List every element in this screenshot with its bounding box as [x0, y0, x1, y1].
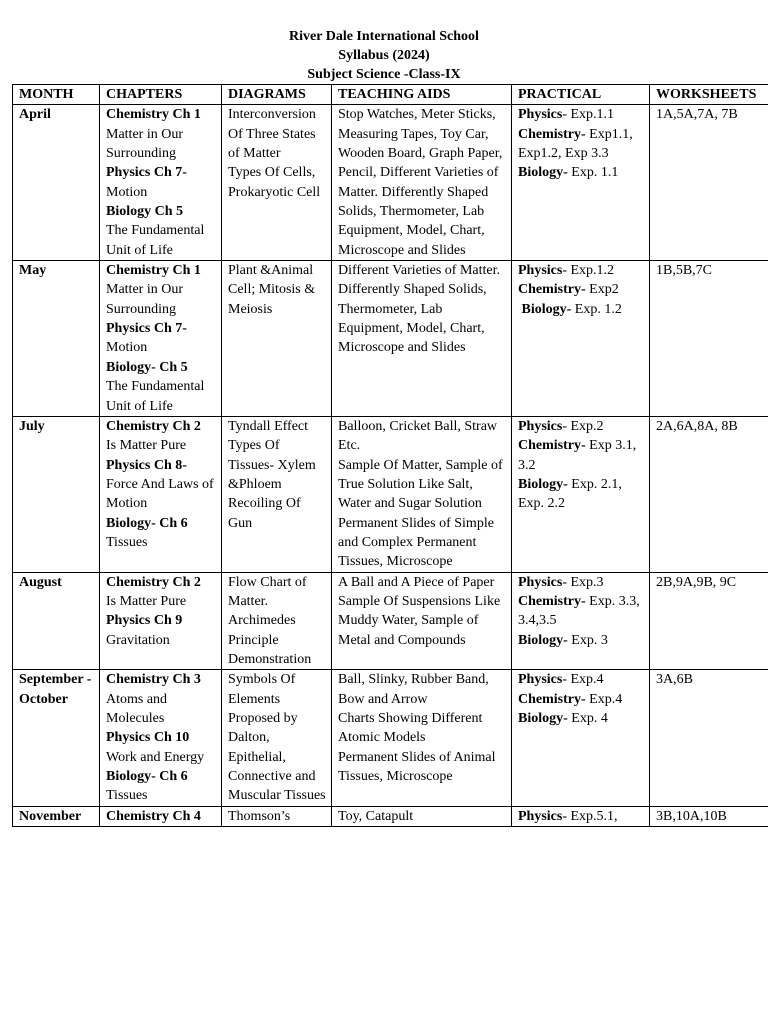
practical-item	[518, 105, 646, 124]
practical-subject: Biology-	[518, 632, 568, 648]
cell-practical	[512, 670, 650, 806]
table-row	[13, 261, 768, 417]
cell-month: April	[13, 105, 100, 261]
syllabus-title: Syllabus (2024)	[338, 48, 430, 63]
diagram-item: Plant &Animal Cell; Mitosis & Meiosis	[228, 263, 319, 317]
practical-experiments: Exp. 4	[567, 711, 608, 726]
cell-worksheets: 2B,9A,9B, 9C	[650, 572, 768, 670]
chapter-line	[106, 417, 218, 436]
chapter-line	[106, 456, 218, 475]
chapter-line	[106, 261, 218, 280]
chapter-title: Work and Energy	[106, 749, 205, 765]
chapter-title: The Fundamental Unit of Life	[106, 379, 208, 414]
teaching-aid-item: Different Varieties of Matter. Differently Shaped Solids, Thermometer, Lab Equipment, Model, Chart, Microscope and Slides	[338, 263, 504, 356]
cell-chapters	[100, 105, 222, 261]
practical-item	[518, 417, 646, 436]
chapter-line	[106, 533, 218, 552]
teaching-aid-item: Sample Of Suspensions Like Muddy Water, Sample of Metal and Compounds	[338, 593, 504, 648]
column-header-practical: PRACTICAL	[512, 85, 650, 105]
cell-month: May	[13, 261, 100, 417]
practical-experiments: Exp. 2.1, Exp. 2.2	[518, 476, 626, 512]
document-header	[0, 27, 768, 84]
cell-diagrams	[222, 416, 332, 572]
table-header-row	[13, 85, 768, 105]
table-row	[13, 806, 768, 826]
teaching-aid-item: Toy, Catapult	[338, 808, 414, 824]
practical-subject: Physics	[518, 672, 563, 688]
chapter-line	[106, 475, 218, 514]
practical-item	[518, 163, 646, 182]
cell-month: July	[13, 416, 100, 572]
chapter-line	[106, 807, 218, 826]
chapter-line	[106, 670, 218, 689]
diagram-item: Recoiling Of Gun	[228, 496, 305, 531]
chapter-line	[106, 611, 218, 630]
table-row	[13, 416, 768, 572]
practical-item	[518, 690, 646, 709]
cell-chapters	[100, 572, 222, 670]
teaching-aid-item: Stop Watches, Meter Sticks, Measuring Tapes, Toy Car, Wooden Board, Graph Paper, Pencil, Different Varieties of Matter. Differently Shaped Solids, Thermometer, Lab Equipment, Model, Chart, Microscope and Slides	[338, 107, 506, 258]
practical-subject: Chemistry-	[518, 691, 586, 707]
diagram-item: Flow Chart of Matter.	[228, 574, 311, 609]
practical-experiments: - Exp.4	[562, 672, 604, 688]
chapter-line	[106, 573, 218, 592]
practical-experiments: Exp. 1.1	[567, 165, 619, 181]
practical-subject: Biology-	[518, 301, 572, 317]
syllabus-table	[12, 84, 768, 827]
cell-worksheets: 3A,6B	[650, 670, 768, 806]
cell-diagrams	[222, 806, 332, 826]
chapter-title: Matter in Our Surrounding	[106, 282, 187, 317]
chapter-line	[106, 221, 218, 260]
chapter-heading: Physics Ch 10	[106, 730, 190, 746]
cell-diagrams	[222, 261, 332, 417]
chapter-line	[106, 631, 218, 650]
teaching-aid-item: Ball, Slinky, Rubber Band, Bow and Arrow	[338, 672, 493, 707]
practical-subject: Biology-	[518, 476, 568, 492]
practical-item	[518, 300, 646, 319]
table-row	[13, 105, 768, 261]
chapter-title: Is Matter Pure	[106, 438, 187, 454]
column-header-worksheets: WORKSHEETS	[650, 85, 768, 105]
cell-teaching-aids	[332, 416, 512, 572]
practical-experiments: Exp. 3.3, 3.4,3.5	[518, 593, 644, 629]
column-header-diagrams: DIAGRAMS	[222, 85, 332, 105]
cell-month: November	[13, 806, 100, 826]
practical-item	[518, 631, 646, 650]
practical-experiments: Exp. 1.2	[571, 301, 622, 317]
practical-experiments: - Exp.5.1,	[562, 808, 618, 824]
practical-experiments: Exp 3.1, 3.2	[518, 438, 640, 473]
cell-practical	[512, 806, 650, 826]
cell-teaching-aids	[332, 105, 512, 261]
diagram-item: Tyndall Effect	[228, 418, 309, 434]
chapter-heading: Physics Ch 8-	[106, 457, 187, 473]
practical-item	[518, 261, 646, 280]
chapter-title: Tissues	[106, 534, 148, 550]
cell-teaching-aids	[332, 261, 512, 417]
practical-experiments: Exp2	[585, 282, 619, 298]
cell-month: September -October	[13, 670, 100, 806]
cell-chapters	[100, 806, 222, 826]
practical-subject: Physics	[518, 418, 563, 434]
diagram-item: Archimedes Principle Demonstration	[228, 613, 312, 667]
practical-experiments: - Exp.2	[562, 418, 604, 434]
cell-diagrams	[222, 572, 332, 670]
diagram-item: Types Of Tissues- Xylem &Phloem	[228, 438, 320, 492]
teaching-aid-item: Permanent Slides of Simple and Complex Permanent Tissues, Microscope	[338, 515, 498, 570]
chapter-line	[106, 358, 218, 377]
chapter-title: Force And Laws of Motion	[106, 476, 218, 512]
practical-subject: Physics	[518, 107, 563, 123]
practical-subject: Chemistry-	[518, 438, 586, 454]
practical-experiments: Exp1.1, Exp1.2, Exp 3.3	[518, 126, 637, 162]
practical-subject: Physics	[518, 808, 563, 824]
cell-diagrams	[222, 670, 332, 806]
practical-item	[518, 436, 646, 475]
diagram-item: Thomson’s	[228, 808, 291, 824]
chapter-heading: Biology- Ch 5	[106, 359, 188, 375]
chapter-line	[106, 690, 218, 729]
practical-subject: Chemistry-	[518, 593, 586, 609]
table-row	[13, 572, 768, 670]
practical-subject: Chemistry-	[518, 282, 586, 298]
chapter-title: Is Matter Pure	[106, 593, 187, 609]
chapter-line	[106, 280, 218, 319]
cell-chapters	[100, 670, 222, 806]
chapter-line	[106, 183, 218, 202]
chapter-line	[106, 105, 218, 124]
cell-practical	[512, 105, 650, 261]
practical-experiments: - Exp.1.1	[562, 107, 615, 123]
chapter-heading: Chemistry Ch 1	[106, 107, 201, 123]
teaching-aid-item: A Ball and A Piece of Paper	[338, 574, 495, 590]
table-row	[13, 670, 768, 806]
teaching-aid-item: Permanent Slides of Animal Tissues, Microscope	[338, 749, 499, 785]
practical-subject: Biology-	[518, 165, 568, 181]
column-header-chapters: CHAPTERS	[100, 85, 222, 105]
teaching-aid-item: Charts Showing Different Atomic Models	[338, 711, 486, 746]
diagram-item: Epithelial, Connective and Muscular Tissues	[228, 749, 326, 804]
chapter-line	[106, 436, 218, 455]
chapter-line	[106, 728, 218, 747]
diagram-item: Types Of Cells, Prokaryotic Cell	[228, 165, 321, 200]
practical-item	[518, 709, 646, 728]
chapter-title: Atoms and Molecules	[106, 691, 171, 726]
cell-teaching-aids	[332, 572, 512, 670]
chapter-line	[106, 163, 218, 182]
practical-item	[518, 592, 646, 631]
practical-experiments: Exp.4	[585, 691, 623, 707]
chapter-line	[106, 377, 218, 416]
cell-practical	[512, 572, 650, 670]
practical-item	[518, 280, 646, 299]
chapter-heading: Biology- Ch 6	[106, 769, 188, 785]
chapter-title: The Fundamental Unit of Life	[106, 223, 208, 258]
chapter-line	[106, 592, 218, 611]
cell-worksheets: 3B,10A,10B	[650, 806, 768, 826]
cell-teaching-aids	[332, 670, 512, 806]
cell-worksheets: 1A,5A,7A, 7B	[650, 105, 768, 261]
chapter-title: Tissues	[106, 788, 148, 804]
practical-item	[518, 807, 646, 826]
chapter-heading: Chemistry Ch 1	[106, 263, 201, 279]
chapter-heading: Biology Ch 5	[106, 204, 184, 220]
subject-title: Subject Science -Class-IX	[307, 67, 461, 82]
cell-practical	[512, 261, 650, 417]
chapter-line	[106, 202, 218, 221]
chapter-line	[106, 125, 218, 164]
chapter-line	[106, 514, 218, 533]
chapter-heading: Biology- Ch 6	[106, 515, 188, 531]
practical-subject: Physics	[518, 574, 563, 590]
chapter-line	[106, 319, 218, 338]
cell-diagrams	[222, 105, 332, 261]
practical-item	[518, 670, 646, 689]
chapter-heading: Chemistry Ch 2	[106, 574, 201, 590]
column-header-month: MONTH	[13, 85, 100, 105]
cell-worksheets: 2A,6A,8A, 8B	[650, 416, 768, 572]
column-header-teaching-aids: TEACHING AIDS	[332, 85, 512, 105]
chapter-heading: Physics Ch 7-	[106, 165, 187, 181]
chapter-line	[106, 338, 218, 357]
chapter-heading: Physics Ch 7-	[106, 321, 187, 337]
cell-practical	[512, 416, 650, 572]
practical-subject: Physics	[518, 263, 563, 279]
chapter-title: Motion	[106, 340, 148, 356]
practical-experiments: Exp. 3	[567, 632, 608, 648]
practical-experiments: - Exp.1.2	[562, 263, 615, 279]
practical-subject: Chemistry-	[518, 126, 586, 142]
diagram-item: Symbols Of Elements Proposed by Dalton,	[228, 672, 302, 746]
practical-item	[518, 475, 646, 514]
diagram-item: Interconversion Of Three States of Matter	[228, 107, 320, 162]
chapter-heading: Physics Ch 9	[106, 613, 183, 629]
cell-chapters	[100, 416, 222, 572]
chapter-heading: Chemistry Ch 3	[106, 672, 201, 688]
practical-subject: Biology-	[518, 711, 568, 726]
chapter-heading: Chemistry Ch 2	[106, 418, 201, 434]
teaching-aid-item: Sample Of Matter, Sample of True Solution Like Salt, Water and Sugar Solution	[338, 457, 506, 512]
practical-experiments: - Exp.3	[562, 574, 604, 590]
chapter-title: Motion	[106, 184, 148, 200]
cell-worksheets: 1B,5B,7C	[650, 261, 768, 417]
practical-item	[518, 125, 646, 164]
chapter-title: Gravitation	[106, 632, 170, 648]
chapter-heading: Chemistry Ch 4	[106, 808, 201, 824]
cell-month: August	[13, 572, 100, 670]
chapter-line	[106, 748, 218, 767]
cell-teaching-aids	[332, 806, 512, 826]
chapter-title: Matter in Our Surrounding	[106, 126, 187, 162]
chapter-line	[106, 786, 218, 805]
cell-chapters	[100, 261, 222, 417]
chapter-line	[106, 767, 218, 786]
practical-item	[518, 573, 646, 592]
school-name: River Dale International School	[289, 29, 479, 44]
teaching-aid-item: Balloon, Cricket Ball, Straw Etc.	[338, 418, 501, 454]
